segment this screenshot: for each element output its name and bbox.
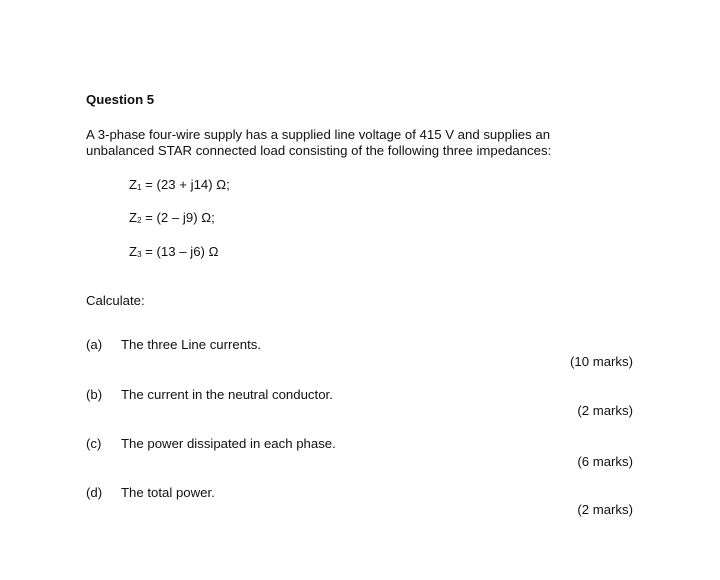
part-a-marks: (10 marks) [569, 354, 633, 369]
part-c-label: (c) [86, 436, 102, 451]
question-title: Question 5 [86, 92, 155, 107]
part-d-text: The total power. [121, 485, 215, 500]
intro-line-1: A 3-phase four-wire supply has a supplied line voltage of 415 V and supplies an [86, 127, 551, 142]
impedance-z2 [129, 210, 215, 225]
impedance-expression: = (23 + j14) Ω; [141, 177, 230, 192]
part-d-label: (d) [86, 485, 103, 500]
impedance-subscript: 3 [137, 250, 142, 259]
part-b-label: (b) [86, 387, 103, 402]
part-d-marks: (2 marks) [577, 502, 633, 517]
impedance-symbol: Z [129, 177, 138, 192]
part-c-marks: (6 marks) [577, 454, 633, 469]
part-b-marks: (2 marks) [577, 403, 633, 418]
impedance-z1 [129, 177, 230, 192]
impedance-symbol: Z [129, 210, 138, 225]
impedance-expression: = (2 – j9) Ω; [141, 210, 215, 225]
intro-line-2: unbalanced STAR connected load consisting of the following three impedances: [86, 143, 552, 158]
impedance-subscript: 1 [137, 183, 142, 192]
part-a-text: The three Line currents. [121, 337, 262, 352]
part-b-text: The current in the neutral conductor. [121, 387, 333, 402]
question-intro [86, 127, 551, 159]
impedance-subscript: 2 [137, 216, 142, 225]
impedance-expression: = (13 – j6) Ω [141, 244, 219, 259]
part-c-text: The power dissipated in each phase. [121, 436, 336, 451]
impedance-z3 [129, 244, 218, 259]
part-a-label: (a) [86, 337, 103, 352]
impedance-symbol: Z [129, 244, 138, 259]
calculate-label: Calculate: [86, 293, 145, 308]
